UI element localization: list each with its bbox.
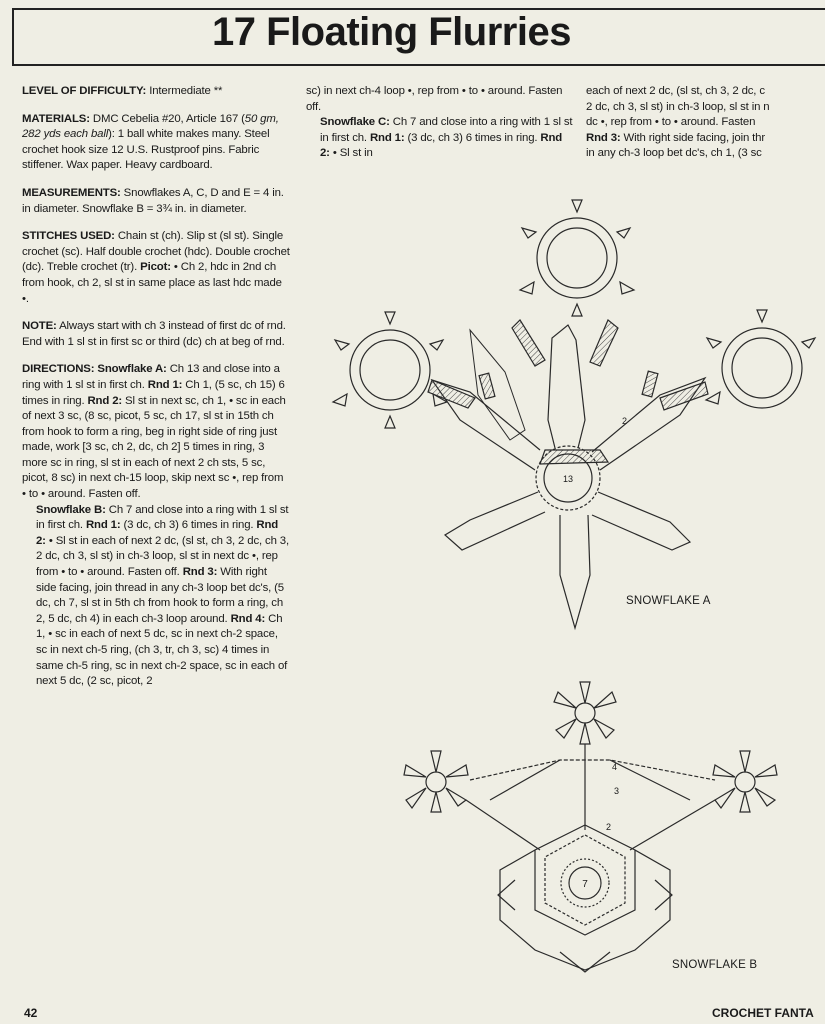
c-rnd1-label: Rnd 1:: [369, 131, 405, 144]
snowflake-a-ring-top: [520, 200, 634, 316]
materials-text-b: ): 1 ball white makes many. Steel crochet hook size 12 U.S. Rustproof pins. Fabric stiffener. Wax paper. Heavy cardboard.: [22, 128, 270, 172]
snowflake-b-label-4: 4: [612, 762, 618, 772]
difficulty-label: LEVEL OF DIFFICULTY:: [22, 85, 147, 97]
picot-label: Picot:: [140, 261, 171, 274]
rnd2-label: Rnd 2:: [87, 394, 123, 407]
directions-text: Ch 13 and close into a ring with 1 sl st in first ch.: [22, 363, 280, 391]
materials-italic: 50 gm, 282 yds each ball: [22, 112, 279, 141]
page-title: 17 Floating Flurries: [212, 10, 571, 54]
note-text: Always start with ch 3 instead of first dc of rnd. End with 1 sl st in first sc or third (dc) ch at beg of rnd.: [22, 320, 286, 348]
snowflake-b-caption: SNOWFLAKE B: [672, 959, 758, 971]
right-line-1: each of next 2 dc, (sl st, ch 3, 2 dc, c: [586, 85, 765, 97]
right-line-2: 2 dc, ch 3, sl st) in ch-3 loop, sl st in n: [586, 100, 770, 113]
picot-text: • Ch 2, hdc in 2nd ch from hook, ch 2, sl st in same place as last hdc made •.: [22, 261, 282, 305]
snowflake-c-label: Snowflake C:: [320, 116, 390, 129]
b-rnd4-text: Ch 1, • sc in each of next 5 dc, sc in next ch-2 space, sc in next ch-5 ring, (ch 3, tr, ch 3, sc) 4 times in same ch-5 ring, sc in next ch-2 space, sc in each of next 5 dc, (2 sc, picot, 2: [36, 612, 288, 688]
snowflake-b-arms: [466, 744, 715, 850]
snowflake-b-diagram: [404, 682, 777, 972]
snowflake-b-outer-loops: [498, 850, 672, 972]
right-line-3: dc •, rep from • to • around. Fasten: [586, 116, 756, 129]
b-rnd4-label: Rnd 4:: [230, 612, 266, 625]
b-rnd2-text: • Sl st in each of next 2 dc, (sl st, ch 3, 2 dc, ch 3, 2 dc, ch 3, sl st) in ch-3 loop, sl st in next dc •, rep from • to • around. Fasten off.: [36, 534, 289, 579]
stitches-label: STITCHES USED:: [22, 230, 115, 243]
c-rnd2-label: Rnd 2:: [320, 131, 563, 160]
stitches-text: Chain st (ch). Slip st (sl st). Single crochet (sc). Half double crochet (hdc). Double crochet (dc). Treble crochet (tr).: [22, 230, 290, 274]
materials-text: DMC Cebelia #20, Article 167 (: [89, 112, 245, 125]
measurements-text: Snowflakes A, C, D and E = 4 in. in diameter. Snowflake B = 3¾ in. in diameter.: [22, 186, 284, 215]
snowflake-a-ring-right: [706, 310, 815, 408]
snowflake-a-diagram: [333, 200, 815, 628]
difficulty-value: Intermediate **: [146, 85, 223, 97]
b-rnd2-label: Rnd 2:: [36, 519, 279, 547]
b-rnd3-label: Rnd 3:: [182, 566, 218, 579]
materials-label: MATERIALS:: [22, 112, 90, 125]
snowflake-c-text: Ch 7 and close into a ring with 1 sl st in first ch.: [320, 116, 573, 144]
rnd1-label: Rnd 1:: [147, 378, 183, 391]
c-rnd2-text: • Sl st in: [329, 147, 373, 160]
snowflake-a-center-label: 13: [562, 474, 574, 484]
right-rnd3-label: Rnd 3:: [586, 131, 621, 144]
snowflake-b-text: Ch 7 and close into a ring with 1 sl st in first ch.: [36, 503, 289, 532]
note-label: NOTE:: [22, 320, 57, 333]
right-line-4-text: With right side facing, join thr: [620, 131, 766, 144]
b-rnd1-label: Rnd 1:: [85, 519, 121, 532]
snowflake-b-flower-top: [554, 682, 616, 744]
directions-label: DIRECTIONS: Snowflake A:: [22, 363, 167, 376]
b-rnd3-text: With right side facing, join thread in any ch-3 loop bet dc's, (5 dc, ch 7, sl st in 5th ch from hook to form a ring, ch 2, 5 dc, ch 4) in each ch-3 loop around.: [36, 566, 284, 625]
running-title: CROCHET FANTA: [712, 1006, 814, 1020]
snowflake-b-label-2: 2: [606, 822, 612, 832]
page-number: 42: [24, 1006, 38, 1020]
measurements-label: MEASUREMENTS:: [22, 186, 121, 199]
snowflake-a-marker: 2: [622, 416, 628, 426]
continued-paragraph: sc) in next ch-4 loop •, rep from • to • around. Fasten off.: [306, 85, 563, 113]
snowflake-b-center-label: 7: [582, 879, 588, 890]
snowflake-a-ring-left: [333, 312, 447, 428]
snowflake-b-flower-left: [404, 751, 468, 812]
rnd1-text: Ch 1, (5 sc, ch 15) 6 times in ring.: [22, 378, 285, 407]
snowflake-a-caption: SNOWFLAKE A: [626, 595, 711, 607]
c-rnd1-text: (3 dc, ch 3) 6 times in ring.: [404, 131, 538, 144]
snowflake-b-label: Snowflake B:: [36, 503, 106, 516]
snowflake-b-flower-right: [713, 751, 777, 812]
snowflake-b-label-3: 3: [614, 786, 620, 796]
b-rnd1-text: (3 dc, ch 3) 6 times in ring.: [120, 519, 254, 532]
right-line-5: in any ch-3 loop bet dc's, ch 1, (3 sc: [586, 147, 762, 160]
rnd2-text: Sl st in next sc, ch 1, • sc in each of next 3 sc, (8 sc, picot, 5 sc, ch 17, sl st in 15th ch from hook to form a ring, beg in right side of ring just made, work [3 sc, ch 2, dc, ch 2] 5 times in ring, 3 more sc in ring, sl st in each of next 2 ch sts, 5 sc, picot, 8 sc) in next ch-15 loop, skip next sc •, rep from • to • around. Fasten off.: [22, 394, 286, 501]
